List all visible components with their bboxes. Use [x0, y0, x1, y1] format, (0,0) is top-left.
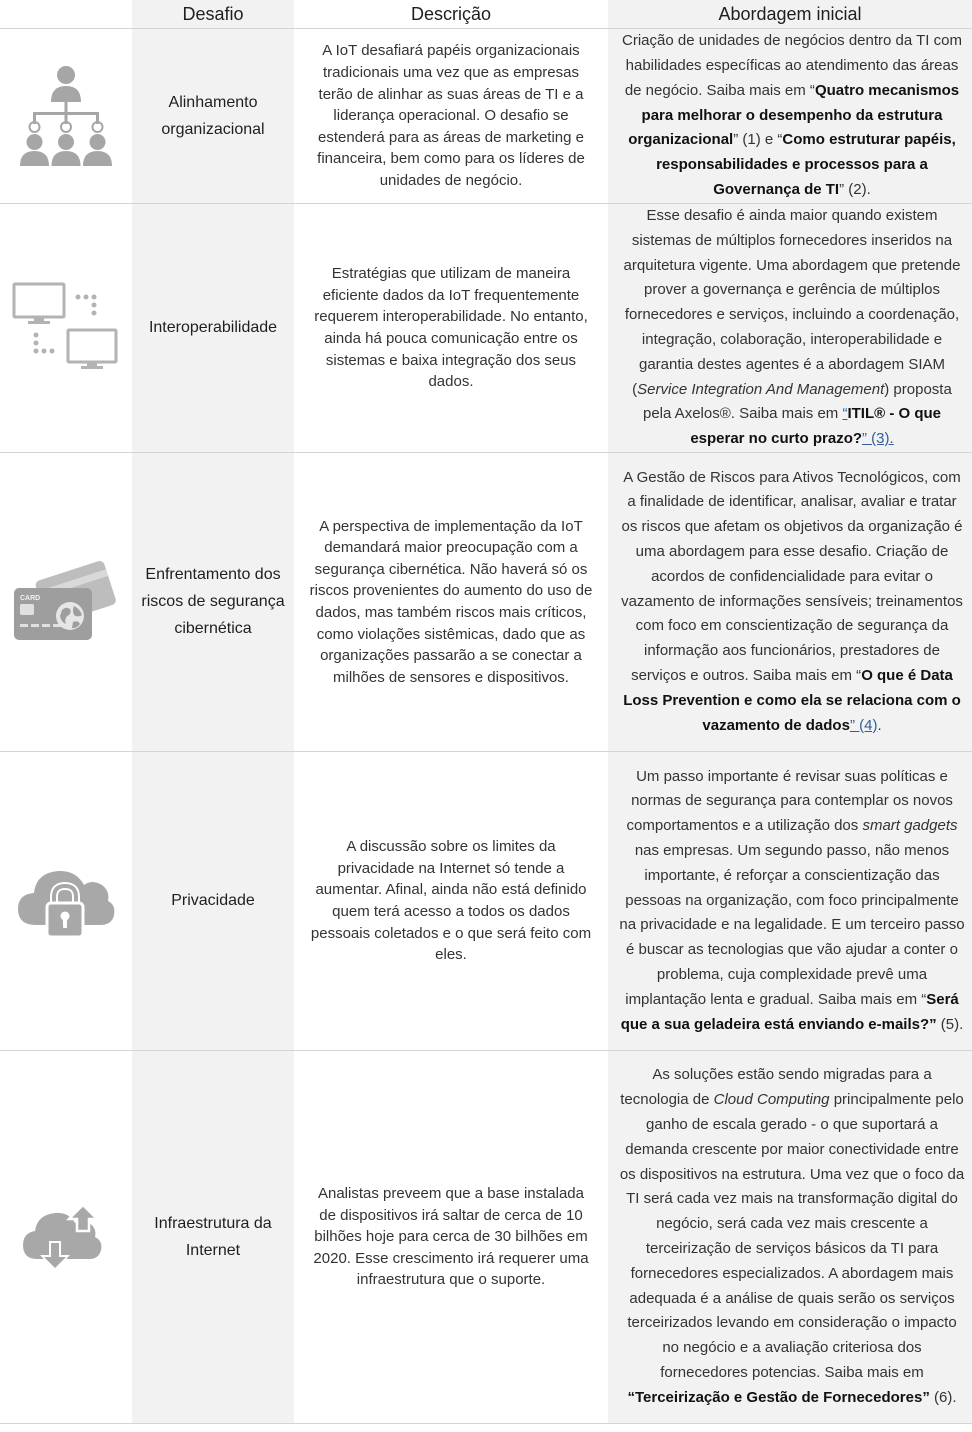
- descricao-cell: Analistas preveem que a base instalada de dispositivos irá saltar de cerca de 10 bilhões hoje para cerca de 30 bilhões em 2020. Esse crescimento irá requerer uma infraestrutura que o suporte.: [294, 1050, 608, 1423]
- row-icon-cell: [0, 452, 132, 751]
- header-descricao: Descrição: [294, 0, 608, 29]
- row-icon-cell: [0, 751, 132, 1050]
- abordagem-cell: Esse desafio é ainda maior quando existem sistemas de múltiplos fornecedores inseridos na arquitetura vigente. Uma abordagem que pretende prover a governança e gerência de múltiplos fornecedores e serviços, incluindo a coordenação, integração, colaboração, interoperabilidade e garantia destes agentes é a abordagem SIAM (Service Integration And Management) proposta pela Axelos®. Saiba mais em “ITIL® - O que esperar no curto prazo?” (3).: [608, 204, 972, 453]
- reference-link[interactable]: “: [842, 405, 848, 423]
- credit-card-globe-icon: [12, 560, 120, 644]
- connected-computers-icon: [12, 280, 120, 376]
- header-row: [0, 0, 972, 29]
- header-desafio: Desafio: [132, 0, 294, 29]
- table-row: [0, 751, 972, 1050]
- card-label: CARD: [20, 594, 41, 602]
- descricao-cell: A IoT desafiará papéis organizacionais tradicionais uma vez que as empresas terão de alinhar as suas áreas de TI e a liderança operacional. O desafio se estenderá para as áreas de marketing e financeira, bem como para os líderes de unidades de negócio.: [294, 29, 608, 204]
- desafio-cell: Enfrentamento dos riscos de segurança cibernética: [132, 452, 294, 751]
- desafio-cell: Interoperabilidade: [132, 204, 294, 453]
- row-icon-cell: [0, 204, 132, 453]
- row-icon-cell: [0, 1050, 132, 1423]
- table-row: [0, 29, 972, 204]
- header-abordagem: Abordagem inicial: [608, 0, 972, 29]
- descricao-cell: A discussão sobre os limites da privacidade na Internet só tende a aumentar. Afinal, ainda não está definido quem terá acesso a todos os dados pessoais coletados e o que será feito com eles.: [294, 751, 608, 1050]
- table-row: [0, 452, 972, 751]
- row-icon-cell: [0, 29, 132, 204]
- header-icon-column: [0, 0, 132, 29]
- desafio-cell: Infraestrutura da Internet: [132, 1050, 294, 1423]
- reference-link[interactable]: ” (4): [849, 716, 878, 734]
- organization-hierarchy-icon: [14, 64, 118, 168]
- table-row: [0, 204, 972, 453]
- descricao-cell: A perspectiva de implementação da IoT demandará maior preocupação com a segurança cibernética. Não haverá só os riscos provenientes do aumento do uso de dados, mas também riscos mais críticos, como violações sistêmicas, dado que as organizações passarão a se conectar a milhões de sensores e dispositivos.: [294, 452, 608, 751]
- desafio-cell: Alinhamento organizacional: [132, 29, 294, 204]
- cloud-upload-download-icon: [21, 1201, 111, 1273]
- abordagem-cell: A Gestão de Riscos para Ativos Tecnológicos, com a finalidade de identificar, analisar, avaliar e tratar os riscos que afetam os objetivos da organização é uma abordagem para esse desafio. Criação de acordos de confidencialidade para evitar o vazamento de informações sensíveis; treinamentos com foco em conscientização de segurança da informação aos funcionários, prestadores de serviços e outros. Saiba mais em “O que é Data Loss Prevention e como ela se relaciona com o vazamento de dados” (4).: [608, 452, 972, 751]
- table-row: [0, 1050, 972, 1423]
- abordagem-cell: Criação de unidades de negócios dentro da TI com habilidades específicas ao atendimento das áreas de negócio. Saiba mais em “Quatro mecanismos para melhorar o desempenho da estrutura organizacional” (1) e “Como estruturar papéis, responsabilidades e processos para a Governança de TI” (2).: [608, 29, 972, 204]
- reference-link[interactable]: ” (3).: [862, 430, 894, 448]
- cloud-lock-icon: [16, 861, 116, 941]
- descricao-cell: Estratégias que utilizam de maneira eficiente dados da IoT frequentemente requerem interoperabilidade. No entanto, ainda há pouca comunicação entre os sistemas e baixa integração dos seus dados.: [294, 204, 608, 453]
- desafio-cell: Privacidade: [132, 751, 294, 1050]
- abordagem-cell: Um passo importante é revisar suas políticas e normas de segurança para contemplar os novos comportamentos e a utilização dos smart gadgets nas empresas. Um segundo passo, não menos importante, é reforçar a conscientização das pessoas na organização, com foco principalmente na privacidade e na legalidade. E um terceiro passo é buscar as tecnologias que vão ajudar a conter o problema, cuja complexidade prevê uma implantação lenta e gradual. Saiba mais em “Será que a sua geladeira está enviando e-mails?” (5).: [608, 751, 972, 1050]
- abordagem-cell: As soluções estão sendo migradas para a tecnologia de Cloud Computing principalmente pelo ganho de escala gerado - o que suportará a demanda crescente por maior conectividade entre os dispositivos na estrutura. Uma vez que o foco da TI será cada vez mais na transformação digital do negócio, será cada vez mais crescente a terceirização de serviços básicos da TI para fornecedores especializados. A abordagem mais adequada é a análise de quais serão os serviços terceirizados levando em consideração o impacto no negócio e a avaliação criteriosa dos fornecedores potencias. Saiba mais em “Terceirização e Gestão de Fornecedores” (6).: [608, 1050, 972, 1423]
